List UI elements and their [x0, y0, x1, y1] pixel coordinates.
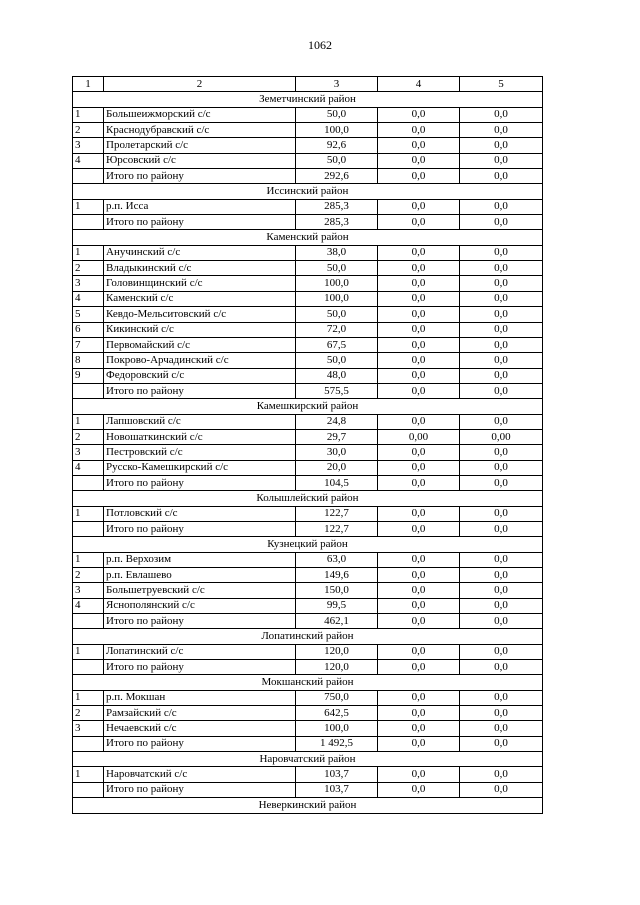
header-cell: 3 — [296, 77, 378, 92]
settlement-name: Кикинский с/с — [104, 322, 296, 337]
column-4-value: 0,0 — [378, 598, 460, 613]
column-3-value: 50,0 — [296, 107, 378, 122]
district-header-row — [73, 92, 543, 107]
district-name: Лопатинский район — [73, 629, 543, 644]
settlement-name: Пестровский с/с — [104, 445, 296, 460]
table-row — [73, 107, 543, 122]
table-row — [73, 767, 543, 782]
column-5-value: 0,0 — [460, 337, 543, 352]
column-4-value: 0,0 — [378, 690, 460, 705]
column-5-value: 0,0 — [460, 460, 543, 475]
settlement-name: Федоровский с/с — [104, 368, 296, 383]
column-5-value: 0,0 — [460, 445, 543, 460]
column-5-value: 0,0 — [460, 552, 543, 567]
district-name: Наровчатский район — [73, 752, 543, 767]
column-3-value: 285,3 — [296, 215, 378, 230]
row-number: 1 — [73, 690, 104, 705]
column-4-value: 0,0 — [378, 475, 460, 490]
settlement-name: Итого по району — [104, 169, 296, 184]
column-5-value: 0,0 — [460, 614, 543, 629]
column-4-value: 0,0 — [378, 307, 460, 322]
row-number: 9 — [73, 368, 104, 383]
column-3-value: 104,5 — [296, 475, 378, 490]
row-number: 2 — [73, 123, 104, 138]
row-number: 3 — [73, 583, 104, 598]
settlement-name: Пролетарский с/с — [104, 138, 296, 153]
column-4-value: 0,0 — [378, 614, 460, 629]
district-total-row — [73, 215, 543, 230]
district-name: Каменский район — [73, 230, 543, 245]
table-row — [73, 445, 543, 460]
column-3-value: 120,0 — [296, 644, 378, 659]
table-row — [73, 690, 543, 705]
row-number: 5 — [73, 307, 104, 322]
row-number — [73, 660, 104, 675]
column-3-value: 100,0 — [296, 276, 378, 291]
settlement-name: Юрсовский с/с — [104, 153, 296, 168]
column-3-value: 285,3 — [296, 199, 378, 214]
column-3-value: 50,0 — [296, 307, 378, 322]
table-row — [73, 598, 543, 613]
settlement-name: Рамзайский с/с — [104, 706, 296, 721]
row-number: 1 — [73, 552, 104, 567]
column-4-value: 0,0 — [378, 736, 460, 751]
header-cell: 5 — [460, 77, 543, 92]
district-header-row — [73, 230, 543, 245]
column-3-value: 63,0 — [296, 552, 378, 567]
settlement-name: Итого по району — [104, 383, 296, 398]
column-3-value: 67,5 — [296, 337, 378, 352]
settlement-name: Итого по району — [104, 660, 296, 675]
settlement-name: Лопатинский с/с — [104, 644, 296, 659]
table-row — [73, 322, 543, 337]
column-3-value: 103,7 — [296, 782, 378, 797]
column-3-value: 92,6 — [296, 138, 378, 153]
column-5-value: 0,0 — [460, 261, 543, 276]
column-3-value: 50,0 — [296, 353, 378, 368]
settlement-name: Итого по району — [104, 782, 296, 797]
header-cell: 2 — [104, 77, 296, 92]
row-number — [73, 614, 104, 629]
district-total-row — [73, 383, 543, 398]
column-5-value: 0,0 — [460, 721, 543, 736]
row-number: 4 — [73, 460, 104, 475]
column-4-value: 0,0 — [378, 644, 460, 659]
column-4-value: 0,0 — [378, 215, 460, 230]
row-number: 1 — [73, 107, 104, 122]
column-3-value: 48,0 — [296, 368, 378, 383]
column-4-value: 0,0 — [378, 521, 460, 536]
column-4-value: 0,0 — [378, 383, 460, 398]
column-4-value: 0,0 — [378, 368, 460, 383]
settlement-name: р.п. Верхозим — [104, 552, 296, 567]
district-total-row — [73, 169, 543, 184]
row-number — [73, 169, 104, 184]
table-row — [73, 261, 543, 276]
table-row — [73, 153, 543, 168]
district-total-row — [73, 475, 543, 490]
column-3-value: 120,0 — [296, 660, 378, 675]
column-4-value: 0,0 — [378, 414, 460, 429]
column-3-value: 462,1 — [296, 614, 378, 629]
column-4-value: 0,0 — [378, 706, 460, 721]
district-header-row — [73, 537, 543, 552]
column-4-value: 0,0 — [378, 291, 460, 306]
row-number: 2 — [73, 706, 104, 721]
table-body — [73, 77, 543, 814]
column-5-value: 0,0 — [460, 123, 543, 138]
district-name: Камешкирский район — [73, 399, 543, 414]
settlement-name: Русско-Камешкирский с/с — [104, 460, 296, 475]
header-row — [73, 77, 543, 92]
row-number: 3 — [73, 721, 104, 736]
row-number: 3 — [73, 445, 104, 460]
table-row — [73, 368, 543, 383]
district-total-row — [73, 736, 543, 751]
settlement-name: р.п. Евлашево — [104, 568, 296, 583]
column-5-value: 0,0 — [460, 368, 543, 383]
settlement-name: Каменский с/с — [104, 291, 296, 306]
district-header-row — [73, 399, 543, 414]
row-number: 2 — [73, 261, 104, 276]
column-4-value: 0,0 — [378, 660, 460, 675]
settlement-name: Наровчатский с/с — [104, 767, 296, 782]
column-4-value: 0,0 — [378, 782, 460, 797]
column-3-value: 50,0 — [296, 261, 378, 276]
header-cell: 4 — [378, 77, 460, 92]
district-name: Колышлейский район — [73, 491, 543, 506]
table-row — [73, 429, 543, 444]
table-row — [73, 307, 543, 322]
table-row — [73, 506, 543, 521]
district-name: Иссинский район — [73, 184, 543, 199]
column-5-value: 0,00 — [460, 429, 543, 444]
column-5-value: 0,0 — [460, 706, 543, 721]
settlement-name: Головинщинский с/с — [104, 276, 296, 291]
settlement-name: Большетруевский с/с — [104, 583, 296, 598]
settlement-name: Первомайский с/с — [104, 337, 296, 352]
column-3-value: 122,7 — [296, 521, 378, 536]
column-5-value: 0,0 — [460, 291, 543, 306]
column-4-value: 0,0 — [378, 767, 460, 782]
column-5-value: 0,0 — [460, 767, 543, 782]
column-3-value: 72,0 — [296, 322, 378, 337]
table-row — [73, 291, 543, 306]
column-4-value: 0,0 — [378, 276, 460, 291]
column-3-value: 50,0 — [296, 153, 378, 168]
table-row — [73, 583, 543, 598]
settlement-name: Большеижморский с/с — [104, 107, 296, 122]
settlement-name: р.п. Исса — [104, 199, 296, 214]
column-5-value: 0,0 — [460, 353, 543, 368]
column-3-value: 20,0 — [296, 460, 378, 475]
column-3-value: 122,7 — [296, 506, 378, 521]
settlement-name: р.п. Мокшан — [104, 690, 296, 705]
column-3-value: 750,0 — [296, 690, 378, 705]
column-3-value: 292,6 — [296, 169, 378, 184]
column-4-value: 0,0 — [378, 460, 460, 475]
column-5-value: 0,0 — [460, 690, 543, 705]
header-cell: 1 — [73, 77, 104, 92]
column-3-value: 100,0 — [296, 721, 378, 736]
row-number: 1 — [73, 644, 104, 659]
row-number: 1 — [73, 245, 104, 260]
column-3-value: 30,0 — [296, 445, 378, 460]
column-3-value: 24,8 — [296, 414, 378, 429]
column-3-value: 103,7 — [296, 767, 378, 782]
row-number: 1 — [73, 506, 104, 521]
column-5-value: 0,0 — [460, 506, 543, 521]
settlement-name: Итого по району — [104, 521, 296, 536]
page-number: 1062 — [308, 38, 332, 52]
table-row — [73, 138, 543, 153]
column-3-value: 1 492,5 — [296, 736, 378, 751]
column-5-value: 0,0 — [460, 107, 543, 122]
column-5-value: 0,0 — [460, 782, 543, 797]
column-3-value: 642,5 — [296, 706, 378, 721]
row-number: 1 — [73, 199, 104, 214]
row-number: 2 — [73, 568, 104, 583]
table-row — [73, 123, 543, 138]
column-4-value: 0,0 — [378, 568, 460, 583]
settlement-name: Итого по району — [104, 614, 296, 629]
column-4-value: 0,0 — [378, 552, 460, 567]
column-5-value: 0,0 — [460, 383, 543, 398]
row-number — [73, 736, 104, 751]
row-number: 4 — [73, 598, 104, 613]
settlement-name: Итого по району — [104, 736, 296, 751]
district-header-row — [73, 629, 543, 644]
column-5-value: 0,0 — [460, 322, 543, 337]
table-row — [73, 568, 543, 583]
row-number — [73, 383, 104, 398]
budget-table — [72, 76, 543, 814]
table-row — [73, 460, 543, 475]
district-header-row — [73, 184, 543, 199]
district-name: Земетчинский район — [73, 92, 543, 107]
column-5-value: 0,0 — [460, 414, 543, 429]
row-number: 2 — [73, 429, 104, 444]
column-3-value: 100,0 — [296, 123, 378, 138]
column-5-value: 0,0 — [460, 169, 543, 184]
column-5-value: 0,0 — [460, 276, 543, 291]
column-4-value: 0,0 — [378, 445, 460, 460]
row-number: 1 — [73, 414, 104, 429]
table-row — [73, 337, 543, 352]
column-5-value: 0,0 — [460, 215, 543, 230]
district-header-row — [73, 675, 543, 690]
settlement-name: Анучинский с/с — [104, 245, 296, 260]
row-number: 3 — [73, 276, 104, 291]
column-4-value: 0,00 — [378, 429, 460, 444]
settlement-name: Потловский с/с — [104, 506, 296, 521]
table-row — [73, 353, 543, 368]
row-number: 1 — [73, 767, 104, 782]
column-5-value: 0,0 — [460, 583, 543, 598]
table-row — [73, 644, 543, 659]
column-3-value: 100,0 — [296, 291, 378, 306]
settlement-name: Новошаткинский с/с — [104, 429, 296, 444]
settlement-name: Яснополянский с/с — [104, 598, 296, 613]
column-4-value: 0,0 — [378, 583, 460, 598]
column-3-value: 99,5 — [296, 598, 378, 613]
settlement-name: Лапшовский с/с — [104, 414, 296, 429]
column-3-value: 149,6 — [296, 568, 378, 583]
settlement-name: Нечаевский с/с — [104, 721, 296, 736]
column-5-value: 0,0 — [460, 199, 543, 214]
row-number — [73, 475, 104, 490]
district-header-row — [73, 752, 543, 767]
table-row — [73, 276, 543, 291]
column-4-value: 0,0 — [378, 721, 460, 736]
table-row — [73, 721, 543, 736]
district-name: Мокшанский район — [73, 675, 543, 690]
column-5-value: 0,0 — [460, 644, 543, 659]
row-number: 4 — [73, 153, 104, 168]
column-5-value: 0,0 — [460, 660, 543, 675]
row-number: 6 — [73, 322, 104, 337]
column-5-value: 0,0 — [460, 307, 543, 322]
column-4-value: 0,0 — [378, 107, 460, 122]
district-total-row — [73, 782, 543, 797]
row-number: 4 — [73, 291, 104, 306]
table-row — [73, 414, 543, 429]
column-5-value: 0,0 — [460, 598, 543, 613]
row-number: 8 — [73, 353, 104, 368]
settlement-name: Владыкинский с/с — [104, 261, 296, 276]
district-name: Неверкинский район — [73, 798, 543, 813]
column-3-value: 575,5 — [296, 383, 378, 398]
column-4-value: 0,0 — [378, 138, 460, 153]
column-4-value: 0,0 — [378, 322, 460, 337]
table-row — [73, 706, 543, 721]
column-3-value: 38,0 — [296, 245, 378, 260]
column-4-value: 0,0 — [378, 199, 460, 214]
settlement-name: Кевдо-Мельситовский с/с — [104, 307, 296, 322]
column-5-value: 0,0 — [460, 138, 543, 153]
settlement-name: Итого по району — [104, 475, 296, 490]
district-header-row — [73, 798, 543, 813]
column-5-value: 0,0 — [460, 736, 543, 751]
column-4-value: 0,0 — [378, 245, 460, 260]
column-5-value: 0,0 — [460, 245, 543, 260]
row-number — [73, 215, 104, 230]
district-total-row — [73, 614, 543, 629]
column-5-value: 0,0 — [460, 475, 543, 490]
column-4-value: 0,0 — [378, 337, 460, 352]
settlement-name: Итого по району — [104, 215, 296, 230]
column-3-value: 150,0 — [296, 583, 378, 598]
row-number — [73, 782, 104, 797]
column-4-value: 0,0 — [378, 153, 460, 168]
column-5-value: 0,0 — [460, 521, 543, 536]
column-4-value: 0,0 — [378, 169, 460, 184]
column-4-value: 0,0 — [378, 353, 460, 368]
settlement-name: Покрово-Арчадинский с/с — [104, 353, 296, 368]
district-total-row — [73, 660, 543, 675]
district-header-row — [73, 491, 543, 506]
column-4-value: 0,0 — [378, 261, 460, 276]
column-5-value: 0,0 — [460, 153, 543, 168]
row-number: 3 — [73, 138, 104, 153]
column-3-value: 29,7 — [296, 429, 378, 444]
district-name: Кузнецкий район — [73, 537, 543, 552]
district-total-row — [73, 521, 543, 536]
column-4-value: 0,0 — [378, 123, 460, 138]
row-number — [73, 521, 104, 536]
row-number: 7 — [73, 337, 104, 352]
column-4-value: 0,0 — [378, 506, 460, 521]
table-row — [73, 552, 543, 567]
column-5-value: 0,0 — [460, 568, 543, 583]
settlement-name: Краснодубравский с/с — [104, 123, 296, 138]
table-row — [73, 199, 543, 214]
table-row — [73, 245, 543, 260]
